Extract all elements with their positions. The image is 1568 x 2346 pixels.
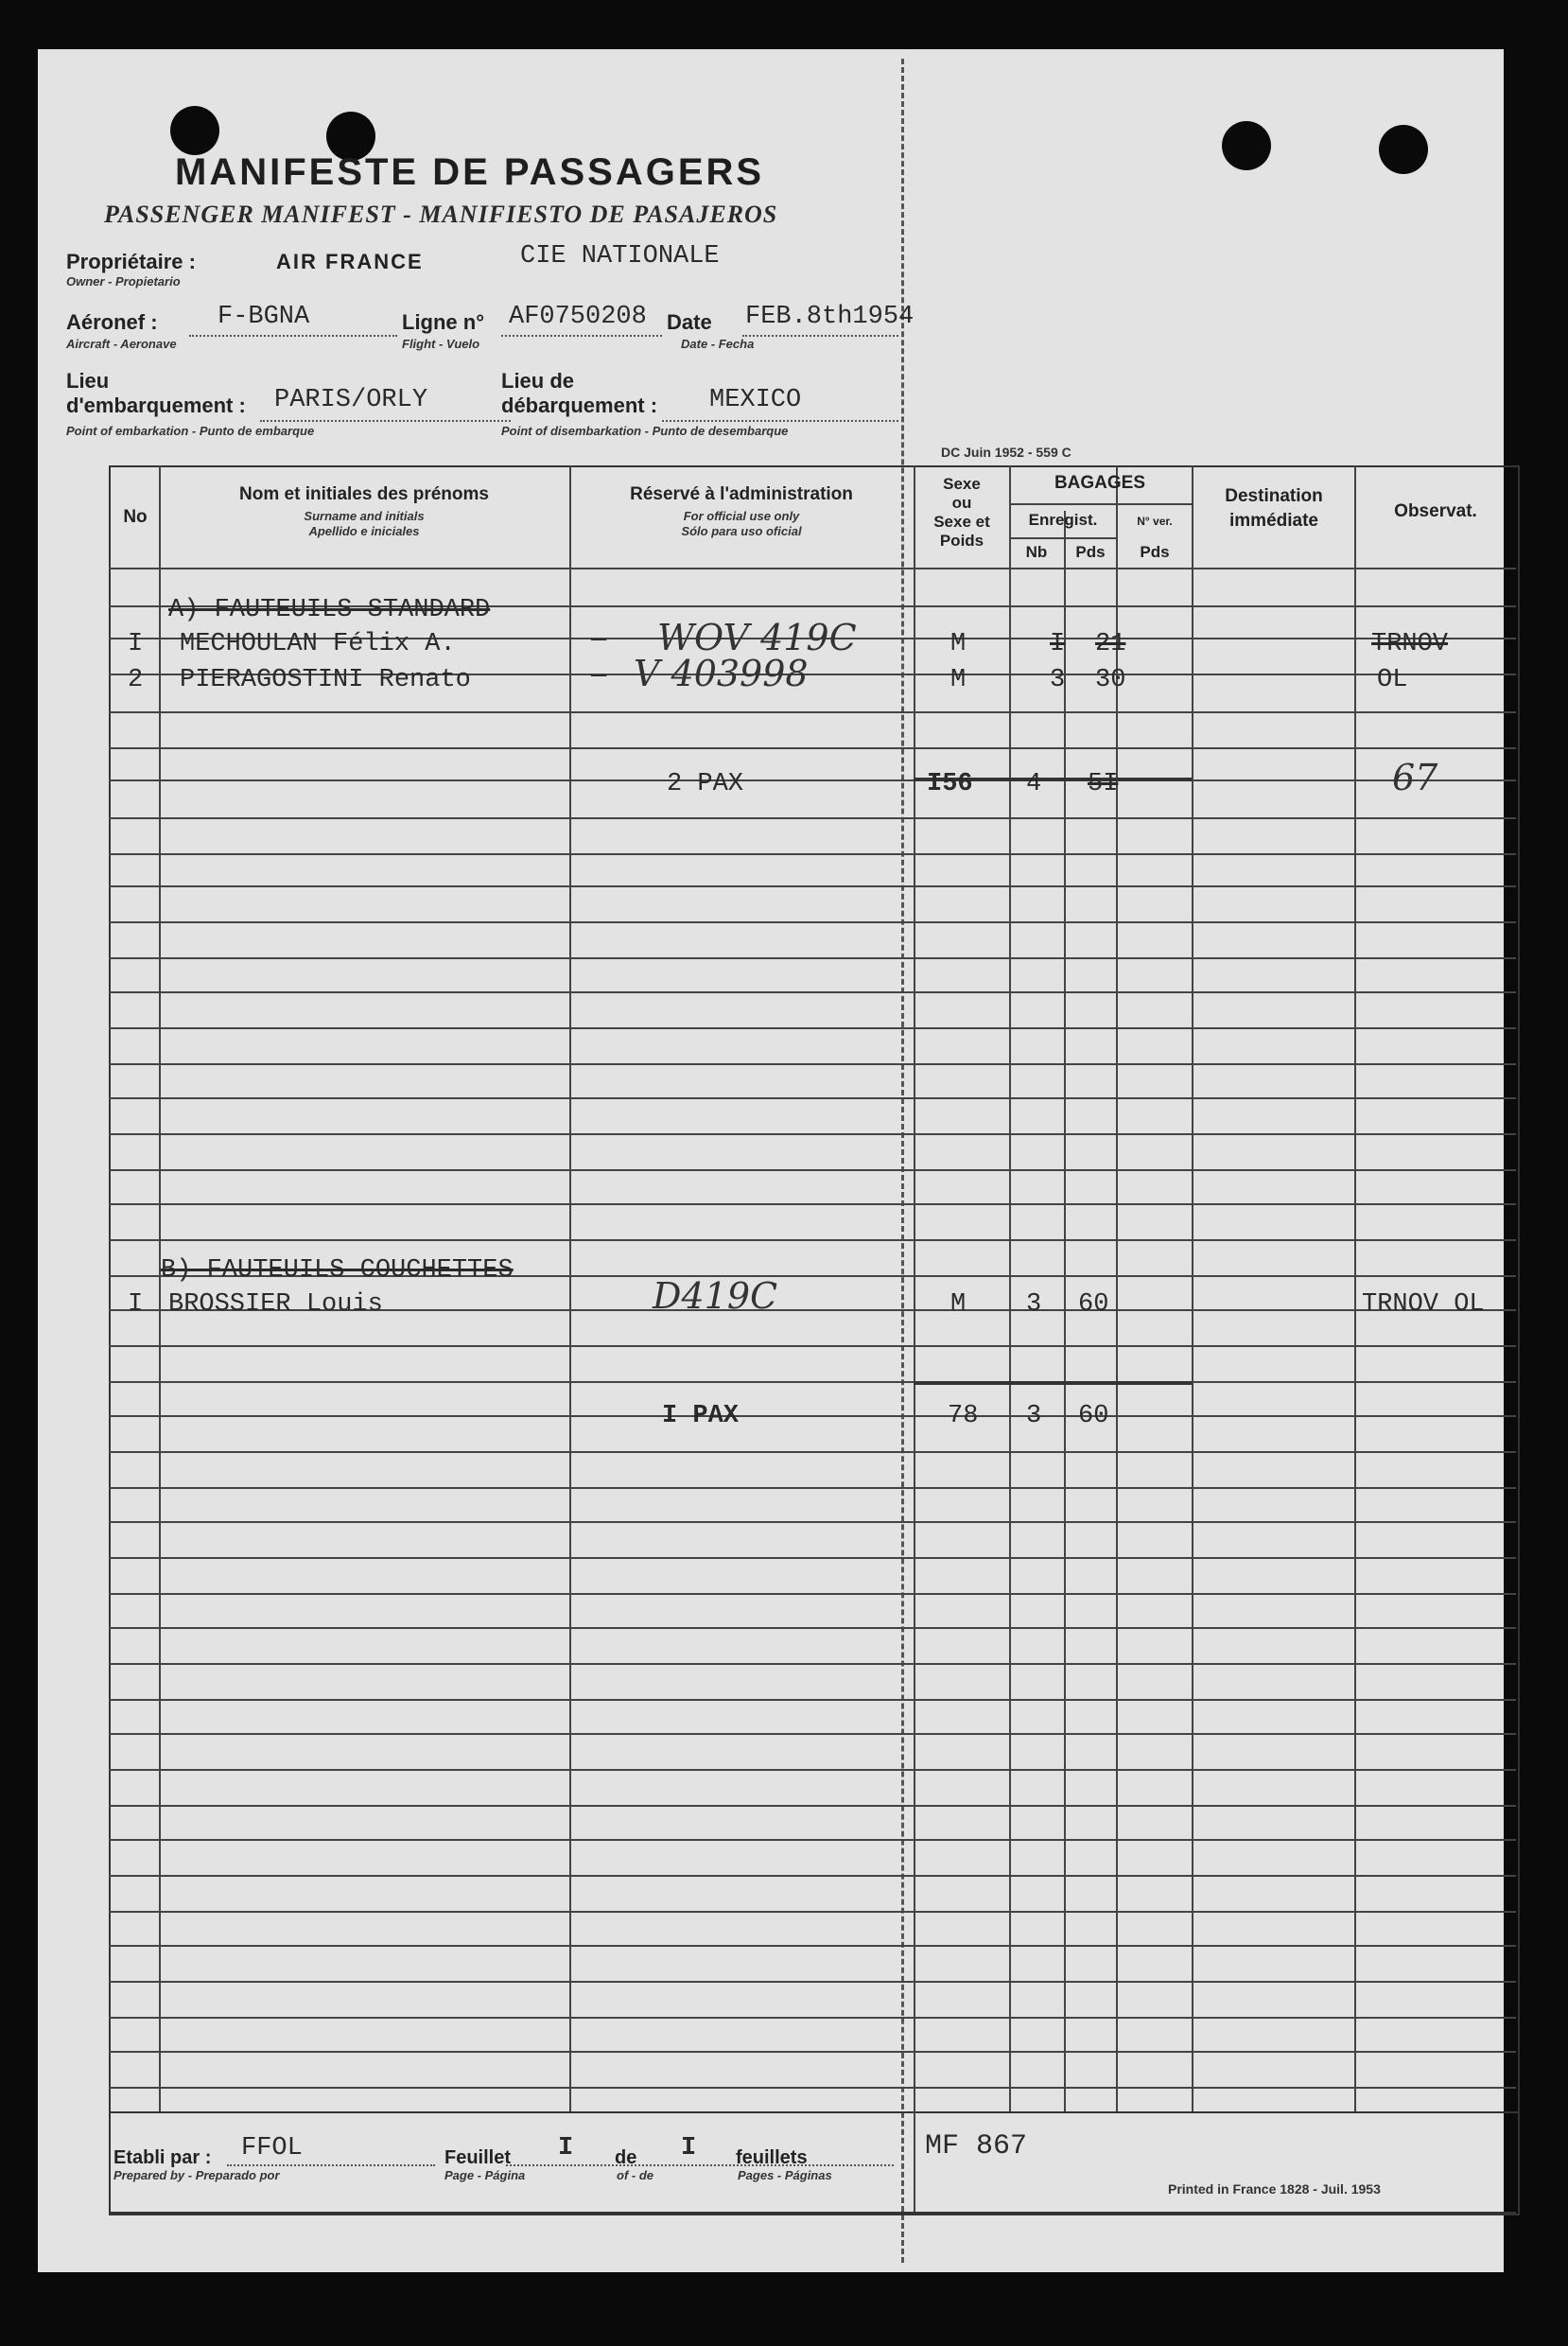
date-label: Date — [667, 310, 712, 334]
header-destination-2: immédiate — [1229, 511, 1318, 531]
disembark-sub: Point of disembarkation - Punto de desembarque — [501, 424, 789, 438]
row-admin: D419C — [653, 1275, 778, 1317]
row-no: I — [128, 630, 144, 658]
flight-sub: Flight - Vuelo — [402, 337, 480, 351]
row-obs: OL — [1377, 666, 1408, 694]
row-admin: V 403998 — [634, 653, 809, 694]
total-nb: 3 — [1026, 1402, 1042, 1430]
pages-sub: Pages - Páginas — [738, 2168, 832, 2182]
header-sex-4: Poids — [939, 532, 984, 550]
mf-number: MF 867 — [925, 2130, 1028, 2162]
row-nb: 3 — [1026, 1290, 1042, 1319]
punch-hole — [170, 106, 219, 155]
punch-hole — [1222, 121, 1271, 170]
row-pds: 21 — [1095, 630, 1126, 658]
total-nb: 4 — [1026, 770, 1042, 798]
owner-value: CIE NATIONALE — [520, 242, 720, 271]
row-pds: 30 — [1095, 666, 1126, 694]
disembark-value: MEXICO — [709, 386, 802, 414]
manifest-sheet — [38, 49, 1504, 2272]
owner-label: Propriétaire : — [66, 250, 196, 273]
prepared-by-value: FFOL — [241, 2134, 303, 2162]
total-obs: 67 — [1392, 757, 1438, 798]
header-sex-1: Sexe — [943, 475, 981, 493]
row-name: BROSSIER Louis — [168, 1290, 383, 1319]
page-label: Feuillet — [444, 2147, 512, 2168]
page-value: I — [558, 2134, 574, 2162]
pages-value: I — [681, 2134, 697, 2162]
header-name-sub-2: Apellido e iniciales — [308, 524, 420, 538]
header-pds: Pds — [1075, 543, 1106, 561]
aircraft-label: Aéronef : — [66, 310, 158, 334]
header-name-sub-1: Surname and initials — [304, 509, 425, 523]
row-sex: M — [950, 630, 967, 658]
header-admin-sub-1: For official use only — [683, 509, 800, 523]
embark-value: PARIS/ORLY — [274, 386, 428, 414]
punch-hole — [1379, 125, 1428, 174]
row-no: I — [128, 1290, 144, 1319]
owner-printed: AIR FRANCE — [276, 250, 424, 273]
row-nb: 3 — [1050, 666, 1066, 694]
flight-value: AF0750208 — [509, 303, 647, 331]
form-code: DC Juin 1952 - 559 C — [941, 445, 1071, 460]
owner-sub: Owner - Propietario — [66, 274, 181, 289]
header-name: Nom et initiales des prénoms — [239, 484, 489, 504]
page-subtitle: PASSENGER MANIFEST - MANIFIESTO DE PASAJEROS — [104, 201, 778, 228]
total-weight: 78 — [948, 1402, 979, 1430]
row-name: MECHOULAN Félix A. — [180, 630, 456, 658]
header-no: No — [123, 507, 148, 527]
total-weight: I56 — [927, 770, 973, 798]
section-a-label: A) FAUTEUILS STANDARD — [168, 596, 491, 624]
prepared-by-sub: Prepared by - Preparado por — [113, 2168, 280, 2182]
total-pax: I PAX — [662, 1402, 740, 1430]
aircraft-sub: Aircraft - Aeronave — [66, 337, 177, 351]
date-sub: Date - Fecha — [681, 337, 755, 351]
flight-label: Ligne n° — [402, 310, 485, 334]
row-pds: 60 — [1078, 1290, 1109, 1319]
row-dash: — — [591, 662, 607, 691]
pages-label: feuillets — [736, 2147, 808, 2168]
row-admin: WOV 419C — [657, 617, 857, 658]
header-admin-sub-2: Sólo para uso oficial — [681, 524, 802, 538]
aircraft-value: F-BGNA — [218, 303, 310, 331]
header-nb: Nb — [1025, 543, 1048, 561]
row-nb: I — [1050, 630, 1066, 658]
header-registered: Enregist. — [1028, 511, 1098, 529]
page-sub: Page - Página — [444, 2168, 526, 2182]
header-sex-2: ou — [951, 494, 972, 512]
row-obs: TRNOV — [1371, 630, 1449, 658]
row-obs: TRNOV OL — [1362, 1290, 1485, 1319]
section-b-label: B) FAUTEUILS COUCHETTES — [161, 1256, 514, 1285]
prepared-by-label: Etabli par : — [113, 2147, 212, 2168]
header-admin: Réservé à l'administration — [630, 484, 853, 504]
printed-note: Printed in France 1828 - Juil. 1953 — [1168, 2181, 1381, 2197]
header-pds-2: Pds — [1140, 543, 1170, 561]
of-label: de — [615, 2147, 637, 2168]
of-sub: of - de — [617, 2168, 653, 2182]
total-pds: 60 — [1078, 1402, 1109, 1430]
total-pax: 2 PAX — [667, 770, 744, 798]
header-baggage: BAGAGES — [1054, 473, 1146, 493]
header-nver: N° ver. — [1137, 515, 1173, 528]
embark-sub: Point of embarkation - Punto de embarque — [66, 424, 315, 438]
total-pds: 5I — [1088, 770, 1119, 798]
row-no: 2 — [128, 666, 144, 694]
disembark-label-1: Lieu de — [501, 369, 575, 393]
page-title: MANIFESTE DE PASSAGERS — [175, 151, 765, 193]
row-sex: M — [950, 666, 967, 694]
header-destination-1: Destination — [1225, 486, 1323, 506]
date-value: FEB.8th1954 — [745, 303, 915, 331]
row-sex: M — [950, 1290, 967, 1319]
header-sex-3: Sexe et — [933, 513, 990, 531]
row-dash: — — [591, 626, 607, 655]
embark-label-2: d'embarquement : — [66, 394, 246, 417]
header-observations: Observat. — [1394, 501, 1477, 521]
row-name: PIERAGOSTINI Renato — [180, 666, 471, 694]
disembark-label-2: débarquement : — [501, 394, 658, 417]
embark-label-1: Lieu — [66, 369, 110, 393]
